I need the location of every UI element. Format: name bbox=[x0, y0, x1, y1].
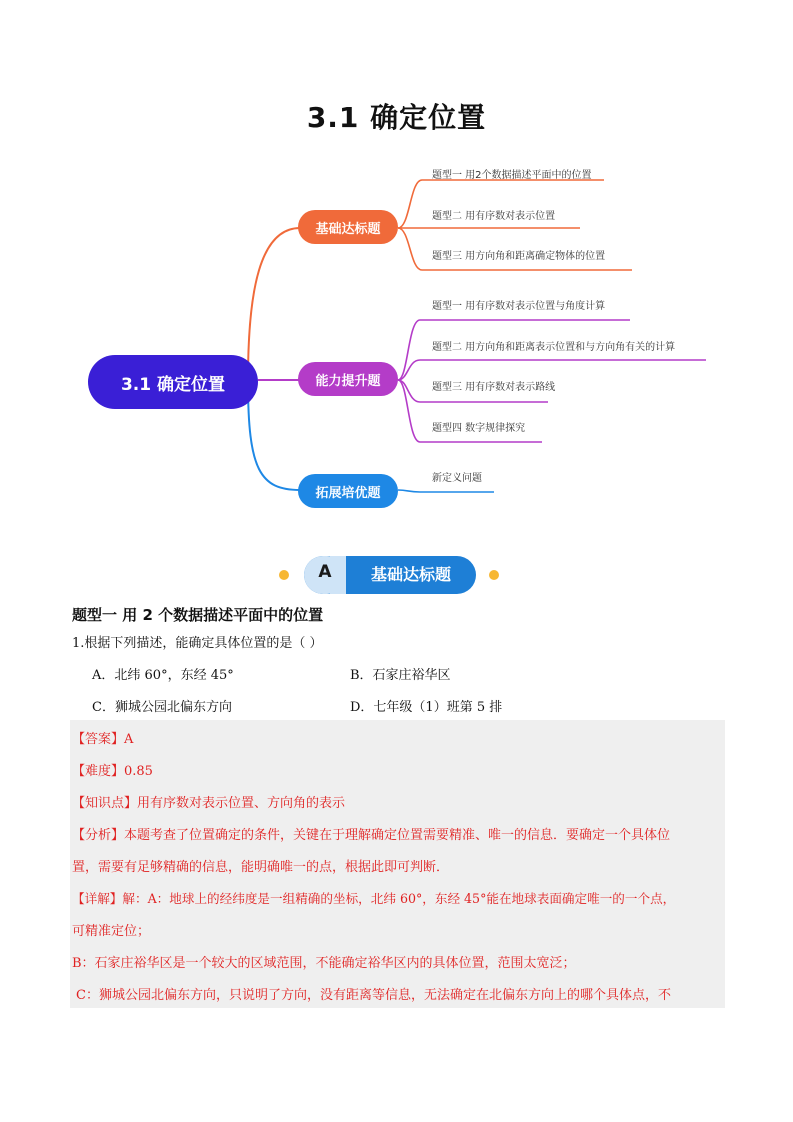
connector-extend bbox=[248, 382, 300, 490]
mindmap-item: 题型三 用方向角和距离确定物体的位置 bbox=[432, 251, 606, 262]
mindmap-branch-extend: 拓展培优题 bbox=[298, 474, 398, 508]
mindmap-item: 题型三 用有序数对表示路线 bbox=[432, 382, 556, 393]
section-heading: 题型一 用 2 个数据描述平面中的位置 bbox=[72, 606, 324, 624]
detail-line: C：狮城公园北偏东方向，只说明了方向，没有距离等信息，无法确定在北偏东方向上的哪个具体点，不 bbox=[76, 988, 671, 1003]
mindmap-branch-basic: 基础达标题 bbox=[298, 210, 398, 244]
connector-basic bbox=[248, 228, 300, 380]
dot-icon bbox=[489, 570, 499, 580]
dot-icon bbox=[279, 570, 289, 580]
difficulty-line: 【难度】0.85 bbox=[72, 764, 153, 779]
option-d: D．七年级（1）班第 5 排 bbox=[350, 700, 503, 715]
option-b: B．石家庄裕华区 bbox=[350, 668, 451, 683]
knowledge-line: 【知识点】用有序数对表示位置、方向角的表示 bbox=[72, 796, 346, 811]
question-stem: 1.根据下列描述，能确定具体位置的是（ ） bbox=[72, 636, 323, 651]
mindmap-item: 题型二 用有序数对表示位置 bbox=[432, 211, 556, 222]
analysis-line: 置，需要有足够精确的信息，能明确唯一的点，根据此即可判断． bbox=[72, 860, 450, 875]
option-c: C．狮城公园北偏东方向 bbox=[92, 700, 232, 715]
mindmap-item: 题型二 用方向角和距离表示位置和与方向角有关的计算 bbox=[432, 342, 676, 353]
mindmap-item: 新定义问题 bbox=[432, 473, 482, 484]
page-title: 3.1 确定位置 bbox=[306, 101, 487, 134]
banner-letter: A bbox=[318, 562, 332, 582]
option-a: A．北纬 60°，东经 45° bbox=[92, 668, 234, 683]
mindmap-item: 题型一 用有序数对表示位置与角度计算 bbox=[432, 301, 606, 312]
mindmap-item: 题型一 用2个数据描述平面中的位置 bbox=[432, 170, 592, 181]
mindmap-root: 3.1 确定位置 bbox=[88, 355, 258, 409]
analysis-line: 【分析】本题考查了位置确定的条件，关键在于理解确定位置需要精准、唯一的信息．要确定一个具体位 bbox=[72, 828, 671, 843]
mindmap-item: 题型四 数字规律探究 bbox=[432, 423, 526, 434]
detail-line: 【详解】解：A：地球上的经纬度是一组精确的坐标，北纬 60°，东经 45°能在地球表面确定唯一的一个点， bbox=[72, 891, 676, 906]
detail-line: 可精准定位； bbox=[72, 924, 151, 939]
detail-line: B：石家庄裕华区是一个较大的区域范围，不能确定裕华区内的具体位置，范围太宽泛； bbox=[72, 956, 576, 971]
banner-title: 基础达标题 bbox=[370, 565, 451, 584]
answer-line: 【答案】A bbox=[72, 732, 134, 747]
mindmap-branch-ability: 能力提升题 bbox=[298, 362, 398, 396]
